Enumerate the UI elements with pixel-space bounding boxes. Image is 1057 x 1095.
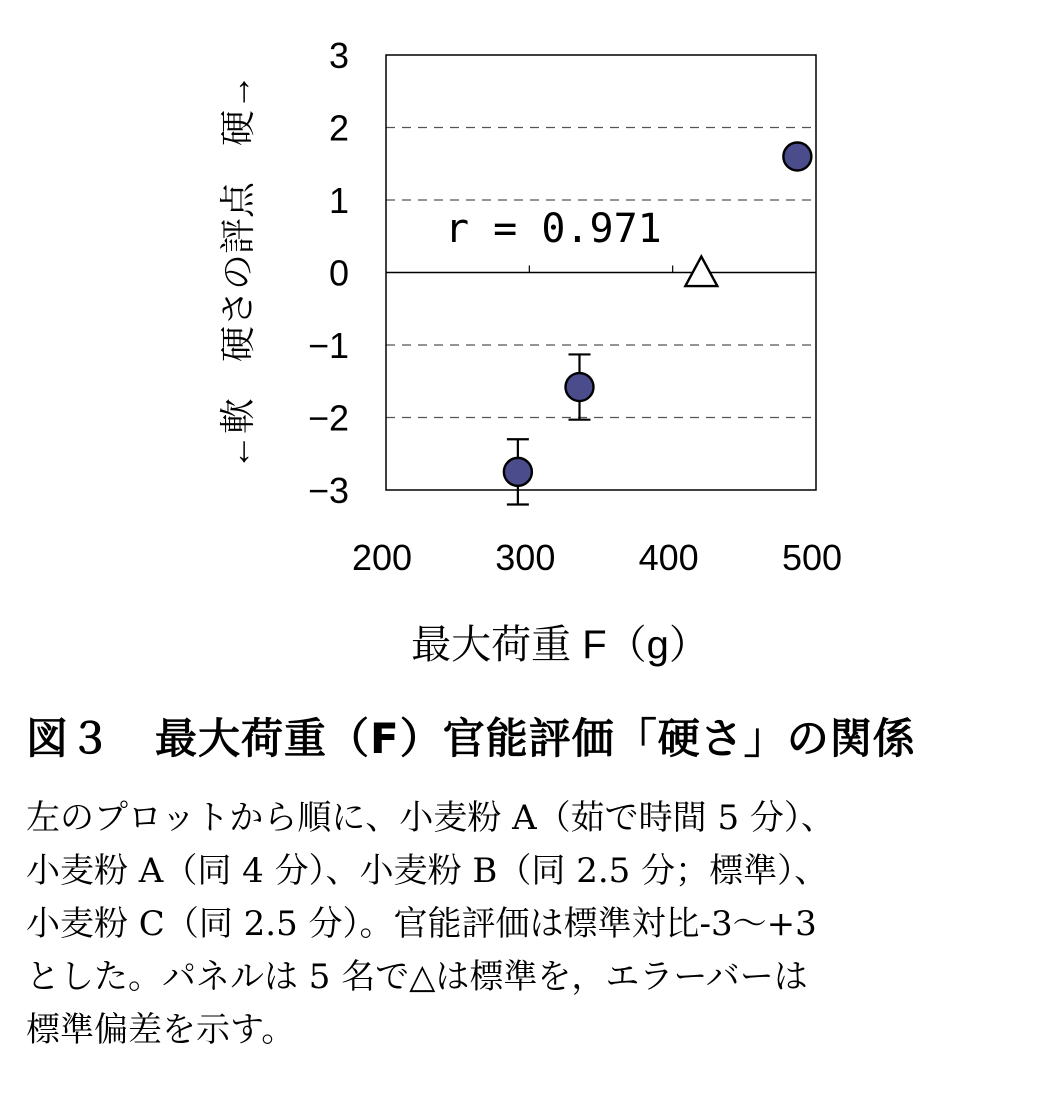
x-tick-label: 400 [638, 537, 699, 578]
plot-area [308, 35, 842, 578]
caption-line: 小麦粉 C（同 2.5 分）。官能評価は標準対比-3～+3 [26, 904, 817, 944]
caption-line: とした。パネルは 5 名で△は標準を，エラーバーは [26, 957, 808, 997]
x-tick-label: 200 [351, 537, 413, 578]
x-tick-label: 500 [781, 537, 843, 578]
y-tick-label: 2 [328, 107, 349, 149]
y-tick-label: 1 [328, 180, 349, 221]
figure-caption-title: 図３ 最大荷重（F）官能評価「硬さ」の関係 [26, 714, 916, 763]
correlation-annotation: r = 0.971 [445, 206, 662, 252]
y-tick-label: 3 [328, 35, 349, 76]
data-point [504, 458, 532, 486]
data-point-triangle [685, 257, 717, 287]
data-point [783, 143, 811, 171]
caption-line: 左のプロットから順に、小麦粉 A（茹で時間 5 分）、 [26, 798, 835, 838]
data-point [566, 373, 594, 401]
figure-caption-body [26, 792, 1036, 1057]
y-tick-label: −3 [307, 470, 349, 511]
x-tick-label: 300 [495, 537, 556, 578]
y-tick-label: −2 [307, 397, 349, 439]
caption-line: 標準偏差を示す。 [26, 1010, 296, 1050]
caption-line: 小麦粉 A（同 4 分）、小麦粉 B（同 2.5 分；標準）、 [26, 851, 829, 891]
x-axis-label: 最大荷重 F（g） [411, 623, 709, 667]
y-tick-label: −1 [307, 325, 349, 366]
y-tick-label: 0 [328, 252, 349, 294]
y-axis-label: ←軟 硬さの評点 硬→ [217, 73, 258, 471]
